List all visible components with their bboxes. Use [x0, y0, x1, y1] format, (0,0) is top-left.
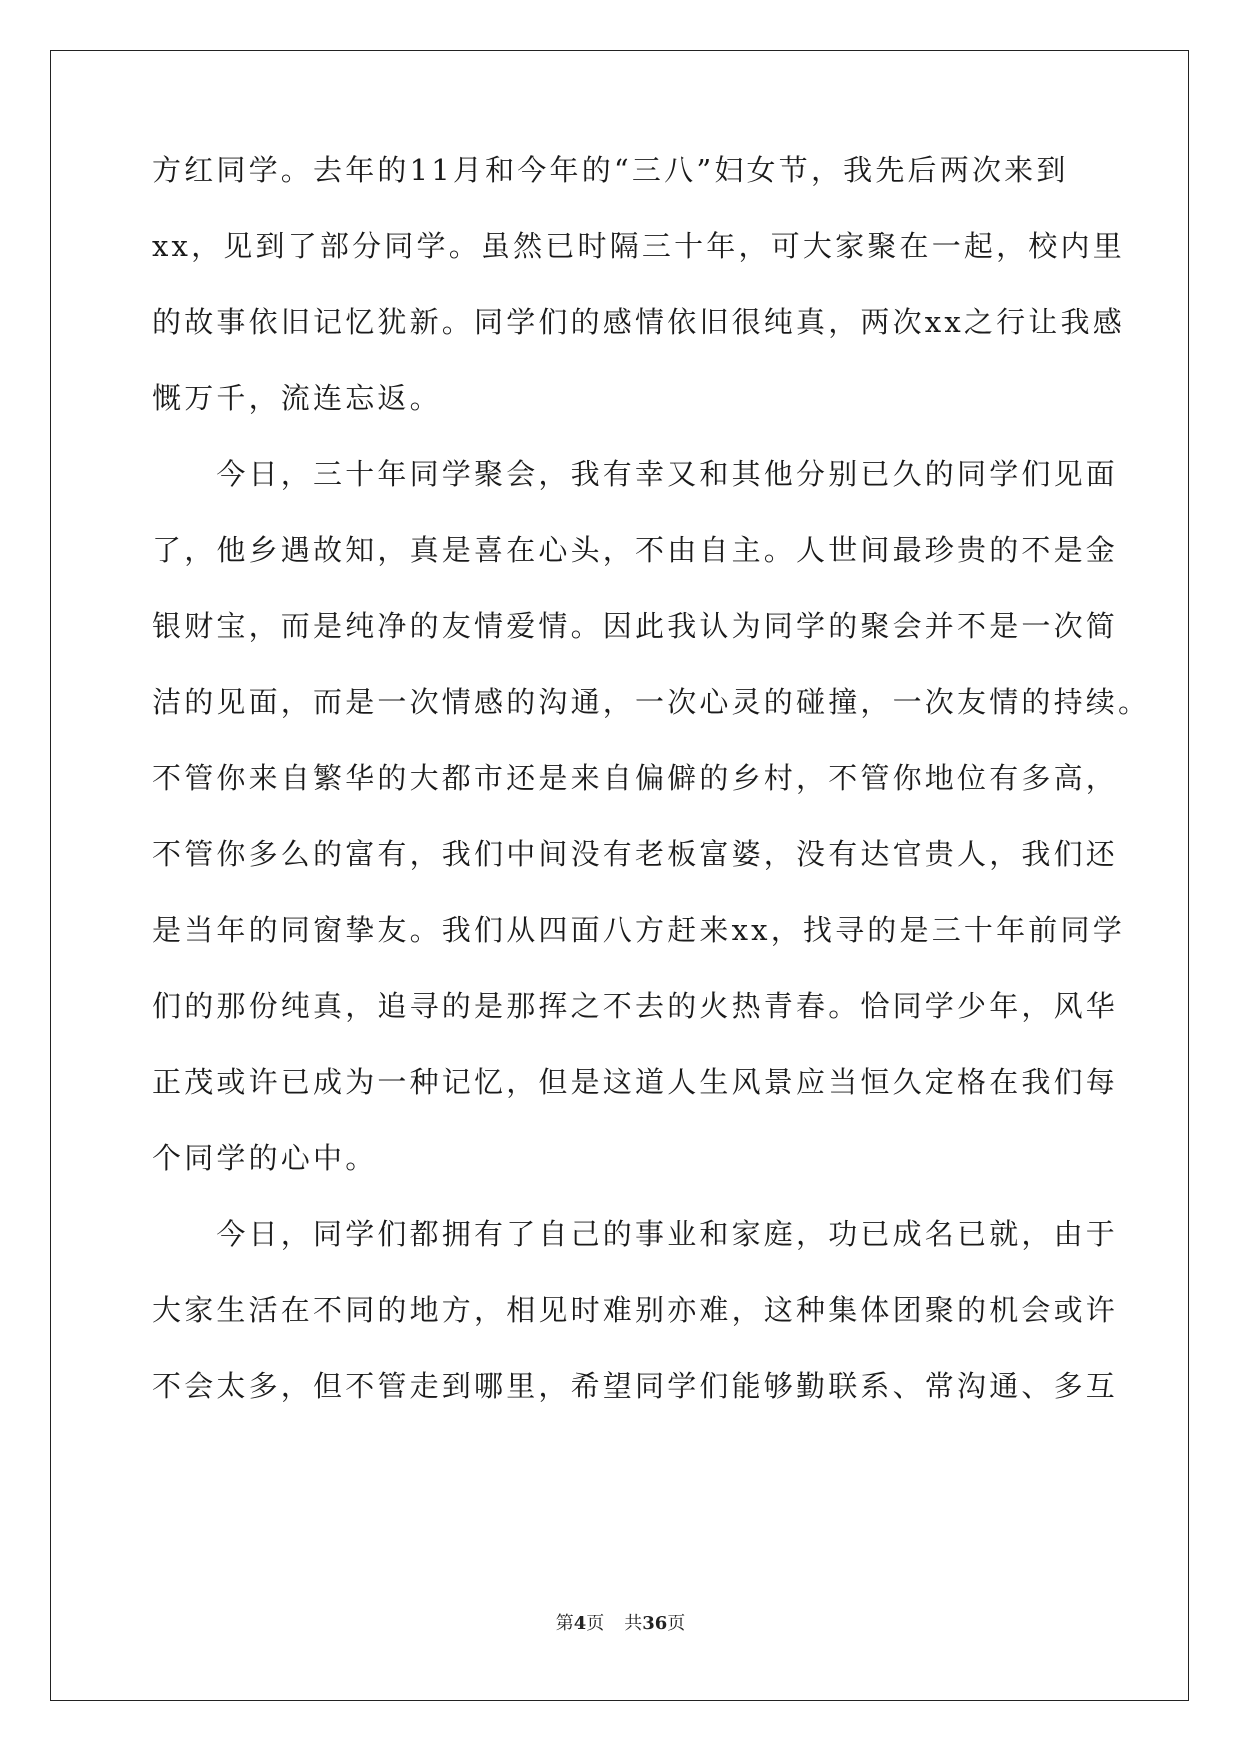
page-prefix: 第 — [555, 1613, 574, 1634]
total-suffix: 页 — [667, 1613, 686, 1634]
page-number: 4 — [573, 1613, 587, 1634]
text-line: 正茂或许已成为一种记忆，但是这道人生风景应当恒久定格在我们每 — [152, 1065, 1119, 1099]
total-pages: 36 — [642, 1613, 668, 1634]
text-line: 了，他乡遇故知，真是喜在心头，不由自主。人世间最珍贵的不是金 — [152, 533, 1119, 567]
text-line: 今日，三十年同学聚会，我有幸又和其他分别已久的同学们见面 — [152, 457, 1119, 491]
text-line: 今日，同学们都拥有了自己的事业和家庭，功已成名已就，由于 — [152, 1217, 1119, 1251]
total-prefix: 共 — [624, 1613, 643, 1634]
text-line: 不会太多，但不管走到哪里，希望同学们能够勤联系、常沟通、多互 — [152, 1369, 1119, 1403]
text-line: 不管你多么的富有，我们中间没有老板富婆，没有达官贵人，我们还 — [152, 837, 1119, 871]
text-line: 慨万千，流连忘返。 — [152, 381, 442, 415]
text-line: 个同学的心中。 — [152, 1141, 378, 1175]
text-line: 大家生活在不同的地方，相见时难别亦难，这种集体团聚的机会或许 — [152, 1293, 1119, 1327]
text-line: 的故事依旧记忆犹新。同学们的感情依旧很纯真，两次xx之行让我感 — [152, 305, 1125, 339]
text-line: 不管你来自繁华的大都市还是来自偏僻的乡村，不管你地位有多高， — [152, 761, 1119, 795]
text-line: 洁的见面，而是一次情感的沟通，一次心灵的碰撞，一次友情的持续。 — [152, 685, 1151, 719]
text-line: 们的那份纯真，追寻的是那挥之不去的火热青春。恰同学少年，风华 — [152, 989, 1119, 1023]
page-footer — [0, 1612, 1241, 1636]
text-line: 方红同学。去年的11月和今年的“三八”妇女节，我先后两次来到 — [152, 153, 1069, 187]
page-suffix: 页 — [586, 1613, 605, 1634]
text-line: 银财宝，而是纯净的友情爱情。因此我认为同学的聚会并不是一次简 — [152, 609, 1119, 643]
text-line: xx，见到了部分同学。虽然已时隔三十年，可大家聚在一起，校内里 — [152, 229, 1125, 263]
page-border — [50, 50, 1189, 1701]
text-line: 是当年的同窗挚友。我们从四面八方赶来xx，找寻的是三十年前同学 — [152, 913, 1125, 947]
